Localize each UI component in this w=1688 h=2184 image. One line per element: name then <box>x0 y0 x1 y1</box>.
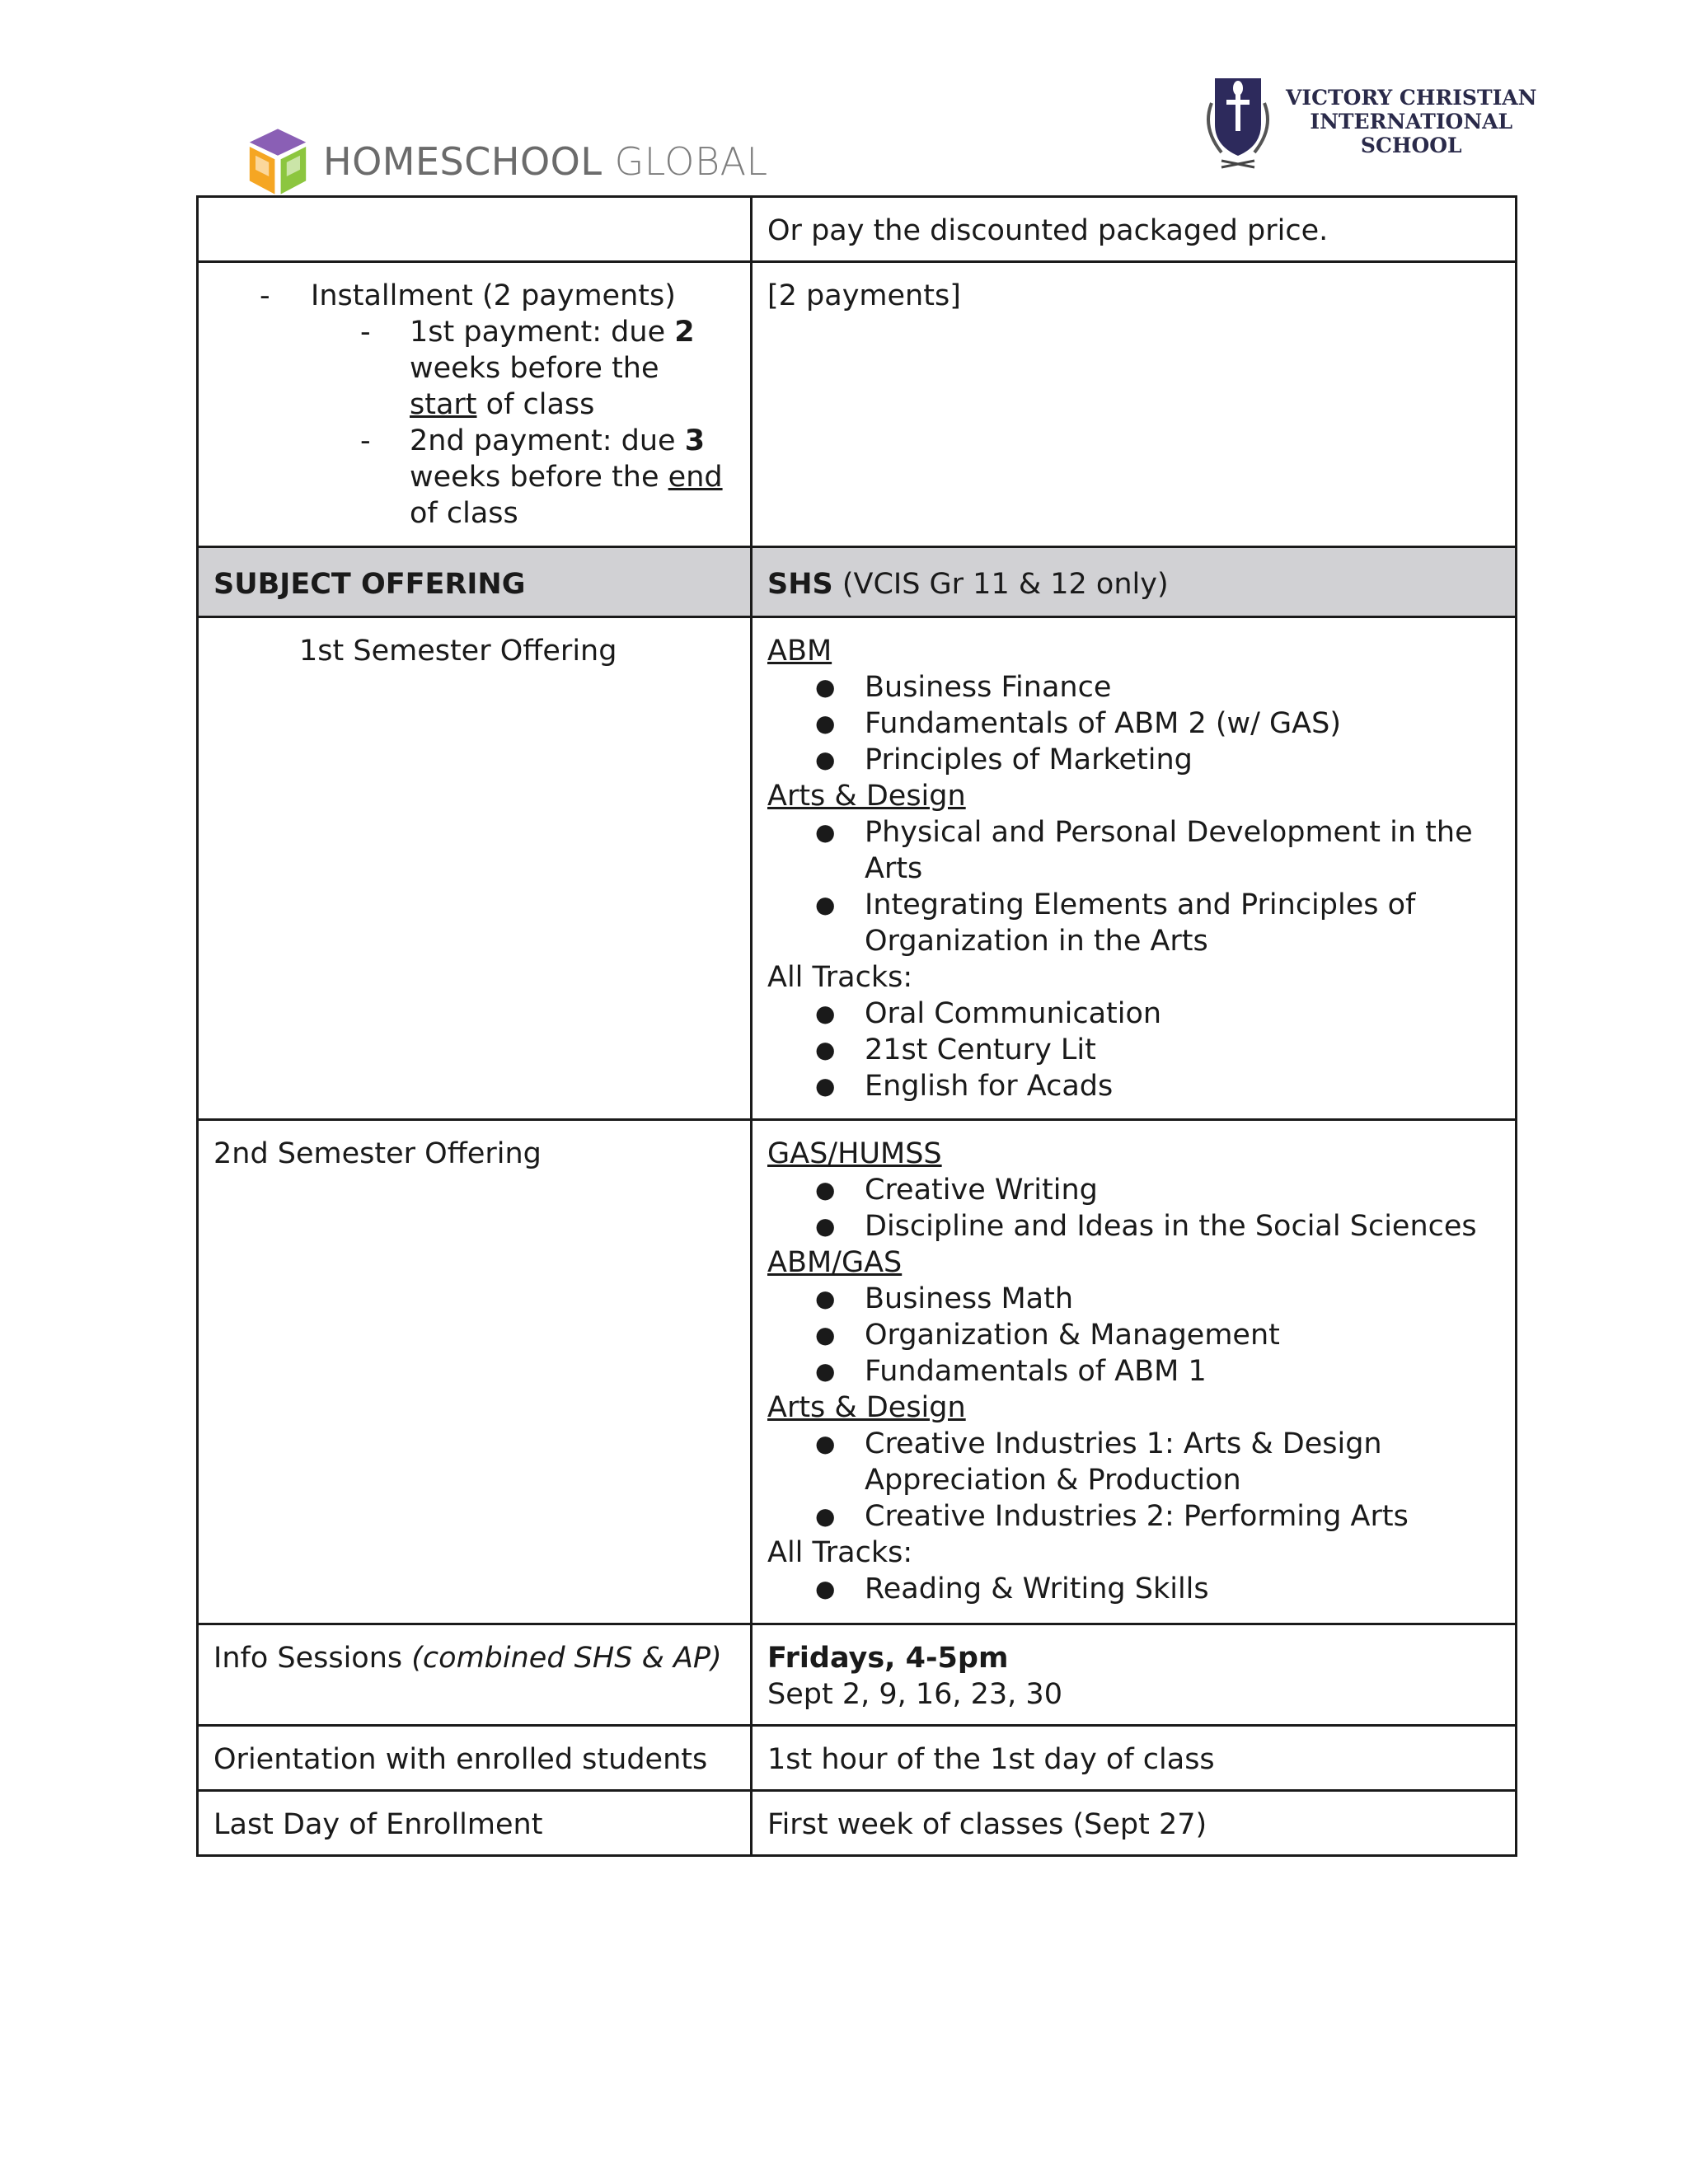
p1-text-b: weeks before the <box>410 352 659 385</box>
p1-text-a: 1st payment: due <box>410 316 675 349</box>
cell-packaged-price: Or pay the discounted packaged price. <box>752 197 1517 262</box>
subject-offering-header: SUBJECT OFFERING <box>198 547 752 617</box>
list-item: ● Discipline and Ideas in the Social Sciences <box>767 1208 1500 1244</box>
table-row-subject-header <box>198 547 1517 617</box>
homeschool-global-cube-icon <box>241 124 315 199</box>
table-row-sem1 <box>198 617 1517 1120</box>
vcis-logo <box>1197 68 1537 175</box>
info-sessions-schedule <box>752 1624 1517 1726</box>
installment-sublist <box>311 314 735 532</box>
track-title: Arts & Design <box>767 1391 966 1424</box>
cell-installment-desc <box>198 262 752 547</box>
p2-text-a: 2nd payment: due <box>410 424 685 457</box>
list-item: ● Business Finance <box>767 669 1500 705</box>
track-title: ABM/GAS <box>767 1246 903 1279</box>
last-day-label: Last Day of Enrollment <box>198 1791 752 1856</box>
info-day-time-text: Fridays, 4-5pm <box>767 1642 1009 1675</box>
table-row-packaged <box>198 197 1517 262</box>
vcis-name-line-2: INTERNATIONAL <box>1310 109 1513 134</box>
track-title: All Tracks: <box>767 961 913 994</box>
p2-text-b: weeks before the <box>410 461 668 494</box>
installment-payment-1 <box>311 314 735 423</box>
list-item: ● English for Acads <box>767 1068 1500 1104</box>
track-list <box>767 814 1500 959</box>
p2-text-c: of class <box>410 497 518 530</box>
p2-end: end <box>668 461 723 494</box>
list-item: ● Creative Industries 2: Performing Arts <box>767 1498 1500 1535</box>
p1-weeks: 2 <box>674 316 695 349</box>
vcis-name-line-1: VICTORY CHRISTIAN <box>1286 85 1537 110</box>
track-title: Arts & Design <box>767 780 966 813</box>
shs-grades: (VCIS Gr 11 & 12 only) <box>832 568 1169 601</box>
installment-item <box>199 278 735 532</box>
sem1-label: 1st Semester Offering <box>198 617 752 1120</box>
cell-installment-count: [2 payments] <box>752 262 1517 547</box>
info-sessions-text <box>213 1640 735 1676</box>
track-list <box>767 996 1500 1104</box>
list-item: ● Principles of Marketing <box>767 742 1500 778</box>
info-dates: Sept 2, 9, 16, 23, 30 <box>767 1678 1062 1711</box>
list-item: ● Oral Communication <box>767 996 1500 1032</box>
shs-label: SHS <box>767 568 833 601</box>
table-row-last-day <box>198 1791 1517 1856</box>
info-label: Info Sessions <box>213 1642 412 1675</box>
p1-text-c: of class <box>476 388 595 421</box>
table-row-orientation <box>198 1726 1517 1791</box>
info-label-note: (combined SHS & AP) <box>411 1642 722 1675</box>
list-item: ● Reading & Writing Skills <box>767 1571 1500 1607</box>
table-row-info-sessions <box>198 1624 1517 1726</box>
sem1-offerings <box>752 617 1517 1120</box>
info-sessions-label <box>198 1624 752 1726</box>
list-item: ● Organization & Management <box>767 1317 1500 1353</box>
list-item: ● Creative Writing <box>767 1172 1500 1208</box>
info-day-time <box>767 1640 1500 1676</box>
installment-payment-2 <box>311 423 735 532</box>
vcis-crest-icon <box>1197 70 1279 172</box>
track-list <box>767 1172 1500 1244</box>
track-title: All Tracks: <box>767 1536 913 1569</box>
track-list <box>767 669 1500 778</box>
track-list <box>767 1426 1500 1535</box>
shs-header <box>752 547 1517 617</box>
list-item: ● Fundamentals of ABM 2 (w/ GAS) <box>767 705 1500 742</box>
track-title: ABM <box>767 635 832 668</box>
vcis-name-line-3: SCHOOL <box>1360 133 1462 157</box>
track-list <box>767 1281 1500 1390</box>
homeschool-global-logo <box>241 124 768 199</box>
list-item: ● Physical and Personal Development in the Arts <box>767 814 1500 887</box>
p1-start: start <box>410 388 477 421</box>
orientation-value: 1st hour of the 1st day of class <box>752 1726 1517 1791</box>
list-item: ● Integrating Elements and Principles of Organization in the Arts <box>767 887 1500 959</box>
schedule-table <box>196 195 1517 1857</box>
table-row-installment <box>198 262 1517 547</box>
wordmark-homeschool: HOMESCHOOL <box>323 139 603 184</box>
installment-title: Installment (2 payments) <box>311 279 676 312</box>
table-row-sem2 <box>198 1120 1517 1624</box>
orientation-label <box>198 1726 752 1791</box>
list-item: ● Business Math <box>767 1281 1500 1317</box>
list-item: ● 21st Century Lit <box>767 1032 1500 1068</box>
sem2-offerings <box>752 1120 1517 1624</box>
track-list <box>767 1571 1500 1607</box>
installment-list <box>199 278 735 532</box>
track-title: GAS/HUMSS <box>767 1137 942 1170</box>
sem2-label: 2nd Semester Offering <box>198 1120 752 1624</box>
homeschool-global-wordmark <box>323 139 768 184</box>
cell-empty <box>198 197 752 262</box>
vcis-name <box>1286 86 1537 157</box>
p2-weeks: 3 <box>684 424 706 457</box>
orientation-label-text: Orientation with enrolled students <box>213 1743 708 1776</box>
wordmark-global: GLOBAL <box>614 139 768 184</box>
list-item: ● Creative Industries 1: Arts & Design Appreciation & Production <box>767 1426 1500 1498</box>
list-item: ● Fundamentals of ABM 1 <box>767 1353 1500 1390</box>
last-day-value: First week of classes (Sept 27) <box>752 1791 1517 1856</box>
